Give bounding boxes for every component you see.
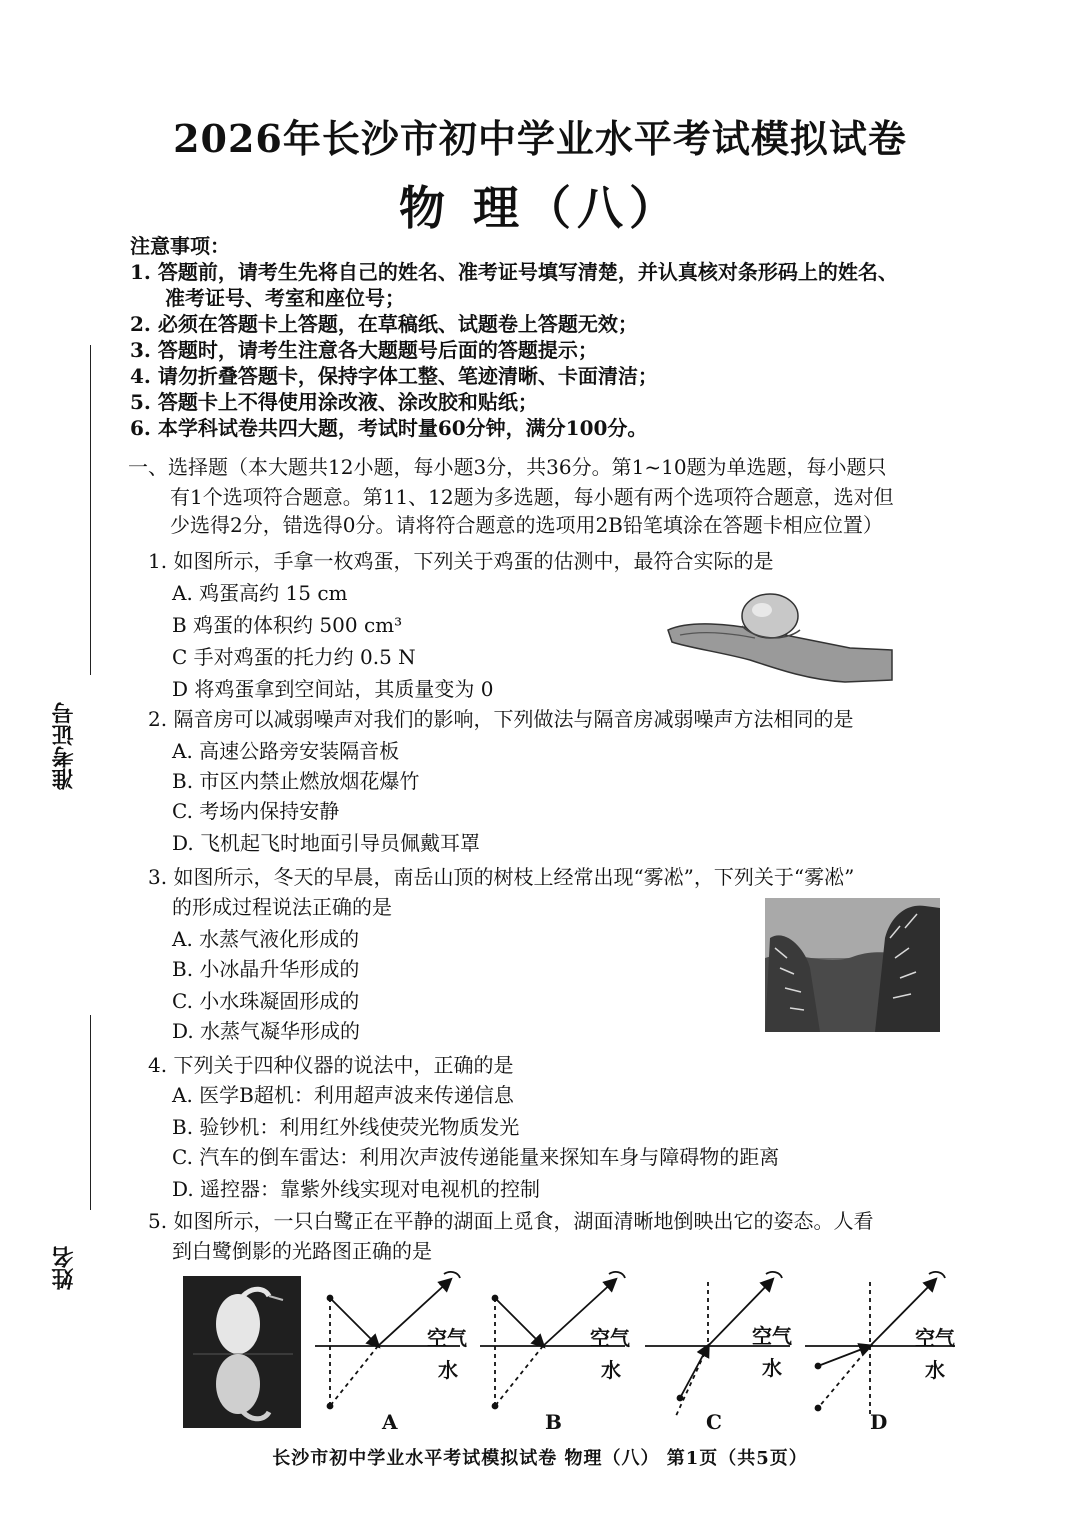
option: A. 鸡蛋高约 15 cm xyxy=(172,581,348,605)
egret-photo xyxy=(183,1276,301,1428)
name-label: 姓名 xyxy=(51,1246,77,1290)
option: B. 小冰晶升华形成的 xyxy=(172,957,360,981)
page-footer: 长沙市初中学业水平考试模拟试卷 物理（八） 第1页（共5页） xyxy=(272,1448,808,1469)
option: B. 市区内禁止燃放烟花爆竹 xyxy=(172,769,420,793)
rime-photo xyxy=(765,898,940,1032)
subject-title: 物 理（八） xyxy=(398,181,681,235)
note-line: 2. 必须在答题卡上答题，在草稿纸、试题卷上答题无效； xyxy=(130,312,638,336)
option: B. 验钞机：利用红外线使荧光物质发光 xyxy=(172,1115,520,1139)
air-label-c: 空气 xyxy=(752,1324,792,1348)
exam-no-label: 准考证号 xyxy=(51,702,77,790)
diagram-label-d: D xyxy=(870,1410,888,1434)
air-label-d: 空气 xyxy=(915,1326,955,1350)
hand-egg-photo xyxy=(660,590,900,685)
option: D. 遥控器：靠紫外线实现对电视机的控制 xyxy=(172,1177,541,1201)
question-stem: 的形成过程说法正确的是 xyxy=(172,895,392,919)
note-line: 5. 答题卡上不得使用涂改液、涂改胶和贴纸； xyxy=(130,390,538,414)
option: C. 小水珠凝固形成的 xyxy=(172,989,360,1013)
question-stem: 3. 如图所示，冬天的早晨，南岳山顶的树枝上经常出现“雾凇”，下列关于“雾凇” xyxy=(148,865,855,889)
option: D. 飞机起飞时地面引导员佩戴耳罩 xyxy=(172,831,481,855)
option: C. 汽车的倒车雷达：利用次声波传递能量来探知车身与障碍物的距离 xyxy=(172,1145,780,1169)
diagram-label-a: A xyxy=(382,1410,398,1434)
water-label-d: 水 xyxy=(925,1358,945,1382)
question-stem: 5. 如图所示，一只白鹭正在平静的湖面上觅食，湖面清晰地倒映出它的姿态。人看 xyxy=(148,1209,874,1233)
option: D 将鸡蛋拿到空间站，其质量变为 0 xyxy=(172,677,494,701)
notes-heading: 注意事项： xyxy=(130,234,230,258)
note-line: 1. 答题前，请考生先将自己的姓名、准考证号填写清楚，并认真核对条形码上的姓名、 xyxy=(130,260,898,284)
name-rule xyxy=(90,1015,91,1210)
exam-no-rule xyxy=(90,345,91,675)
air-label-a: 空气 xyxy=(427,1326,467,1350)
option: C. 考场内保持安静 xyxy=(172,799,340,823)
question-stem: 1. 如图所示，手拿一枚鸡蛋，下列关于鸡蛋的估测中，最符合实际的是 xyxy=(148,549,774,573)
option: D. 水蒸气凝华形成的 xyxy=(172,1019,361,1043)
water-label-c: 水 xyxy=(762,1356,782,1380)
question-stem: 4. 下列关于四种仪器的说法中，正确的是 xyxy=(148,1053,514,1077)
question-stem: 2. 隔音房可以减弱噪声对我们的影响，下列做法与隔音房减弱噪声方法相同的是 xyxy=(148,707,854,731)
option: B 鸡蛋的体积约 500 cm³ xyxy=(172,613,403,637)
note-line: 3. 答题时，请考生注意各大题题号后面的答题提示； xyxy=(130,338,598,362)
option: A. 高速公路旁安装隔音板 xyxy=(172,739,400,763)
note-line: 4. 请勿折叠答题卡，保持字体工整、笔迹清晰、卡面清洁； xyxy=(130,364,658,388)
water-label-b: 水 xyxy=(601,1358,621,1382)
section-heading-line: 一、选择题（本大题共12小题，每小题3分，共36分。第1~10题为单选题，每小题只 xyxy=(128,455,887,479)
diagram-label-c: C xyxy=(706,1410,722,1434)
note-line: 准考证号、考室和座位号； xyxy=(165,286,405,310)
air-label-b: 空气 xyxy=(590,1326,630,1350)
diagram-label-b: B xyxy=(545,1410,562,1434)
section-heading-line: 少选得2分，错选得0分。请将符合题意的选项用2B铅笔填涂在答题卡相应位置） xyxy=(170,513,883,537)
note-line: 6. 本学科试卷共四大题，考试时量60分钟，满分100分。 xyxy=(130,416,648,440)
question-stem: 到白鹭倒影的光路图正确的是 xyxy=(172,1239,432,1263)
option: C 手对鸡蛋的托力约 0.5 N xyxy=(172,645,416,669)
option: A. 医学B超机：利用超声波来传递信息 xyxy=(172,1083,514,1107)
option: A. 水蒸气液化形成的 xyxy=(172,927,360,951)
water-label-a: 水 xyxy=(438,1358,458,1382)
section-heading-line: 有1个选项符合题意。第11、12题为多选题，每小题有两个选项符合题意，选对但 xyxy=(170,485,894,509)
exam-title: 2026年长沙市初中学业水平考试模拟试卷 xyxy=(173,116,907,161)
